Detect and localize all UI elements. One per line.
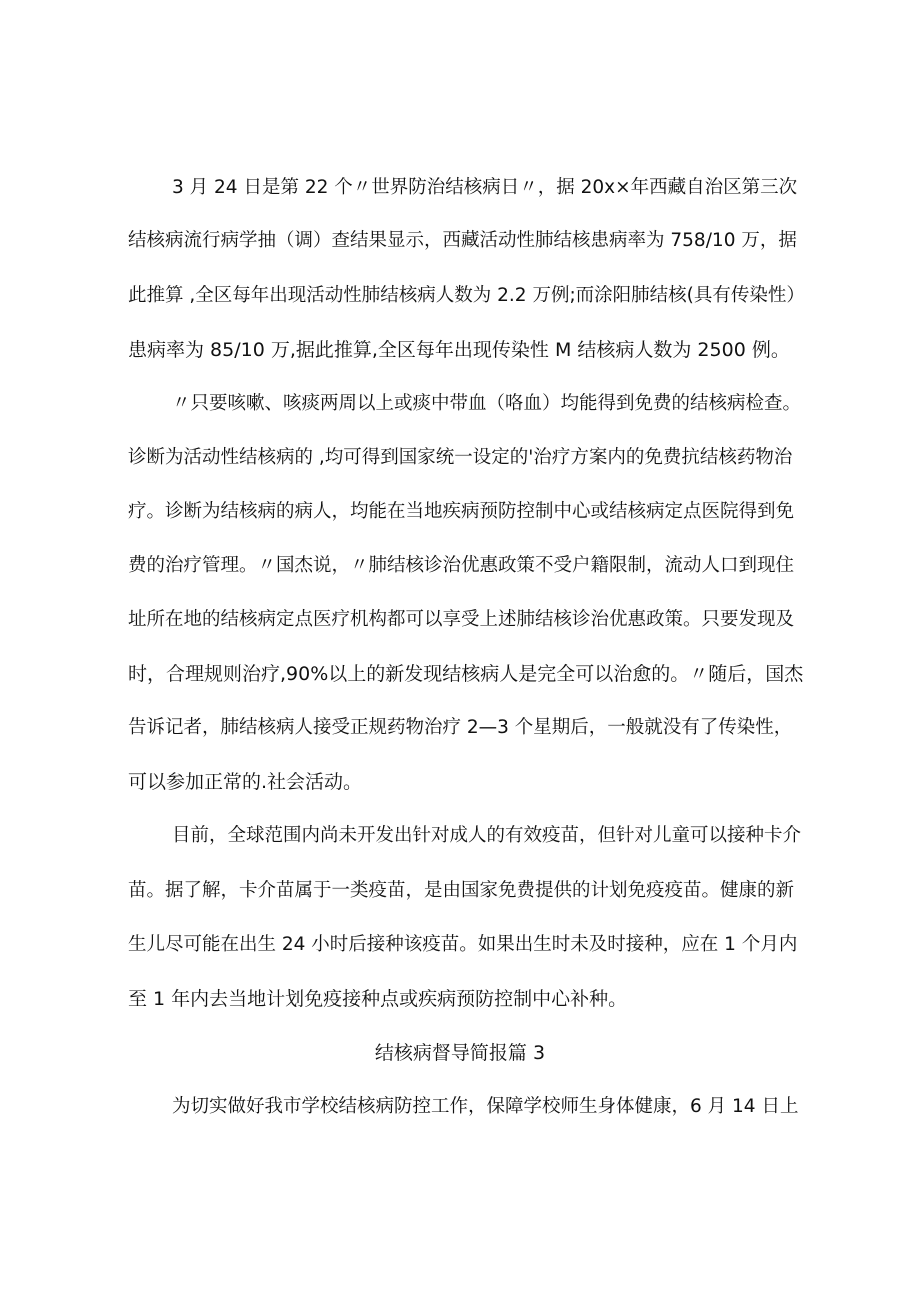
paragraph-2-line-2: 诊断为活动性结核病的 ,均可得到国家统一设定的'治疗方案内的免费抗结核药物治 (128, 447, 793, 468)
closing-paragraph-line-1: 为切实做好我市学校结核病防控工作，保障学校师生身体健康，6 月 14 日上 (172, 1096, 799, 1117)
paragraph-3-line-1: 目前，全球范围内尚未开发出针对成人的有效疫苗，但针对儿童可以接种卡介 (172, 825, 802, 846)
paragraph-2-line-6: 时，合理规则治疗,90%以上的新发现结核病人是完全可以治愈的。〃随后，国杰 (128, 663, 804, 685)
paragraph-3-line-3: 生儿尽可能在出生 24 小时后接种该疫苗。如果出生时未及时接种，应在 1 个月内 (128, 934, 798, 955)
paragraph-1-line-3: 此推算 ,全区每年出现活动性肺结核病人数为 2.2 万例;而涂阳肺结核(具有传染性） (128, 285, 805, 306)
paragraph-3-line-4: 至 1 年内去当地计划免疫接种点或疾病预防控制中心补种。 (128, 988, 628, 1010)
paragraph-2-line-1: 〃只要咳嗽、咳痰两周以上或痰中带血（咯血）均能得到免费的结核病检查。 (172, 393, 802, 414)
paragraph-2-line-7: 告诉记者，肺结核病人接受正规药物治疗 2—3 个星期后，一般就没有了传染性， (128, 717, 793, 738)
paragraph-1-line-2: 结核病流行病学抽（调）查结果显示，西藏活动性肺结核患病率为 758/10 万，据 (128, 230, 797, 251)
paragraph-2-line-8: 可以参加正常的.社会活动。 (128, 771, 363, 793)
paragraph-2-line-3: 疗。诊断为结核病的病人，均能在当地疾病预防控制中心或结核病定点医院得到免 (128, 501, 795, 522)
paragraph-2-line-5: 址所在地的结核病定点医疗机构都可以享受上述肺结核诊治优惠政策。只要发现及 (128, 609, 795, 630)
paragraph-1-line-4: 患病率为 85/10 万,据此推算,全区每年出现传染性 M 结核病人数为 2500 例。 (128, 339, 790, 361)
paragraph-2-line-4: 费的治疗管理。〃国杰说，〃肺结核诊治优惠政策不受户籍限制，流动人口到现住 (128, 555, 795, 576)
section-heading: 结核病督导简报篇 3 (374, 1042, 546, 1064)
paragraph-1-line-1: 3 月 24 日是第 22 个〃世界防治结核病日〃，据 20x×年西藏自治区第三次 (172, 177, 798, 198)
paragraph-3-line-2: 苗。据了解，卡介苗属于一类疫苗，是由国家免费提供的计划免疫疫苗。健康的新 (128, 880, 795, 901)
